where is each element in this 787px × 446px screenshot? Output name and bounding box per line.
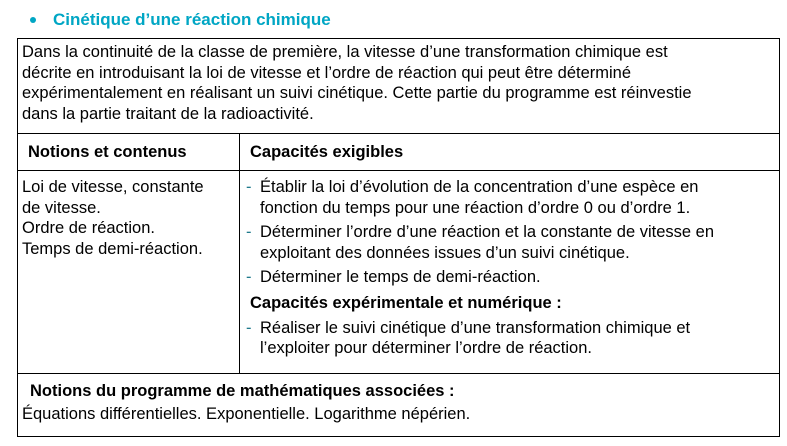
dash-bullet: - (246, 318, 252, 337)
math-title: Notions du programme de mathématiques associées : (30, 382, 455, 400)
table-row (18, 171, 780, 374)
capacite-line: Déterminer l’ordre d’une réaction et la constante de vitesse en (260, 223, 714, 241)
intro-line: Dans la continuité de la classe de première, la vitesse d’une transformation chimique est (22, 43, 668, 61)
notion-line: Ordre de réaction. (22, 219, 155, 237)
capacite-line: Établir la loi d’évolution de la concentration d’une espèce en (260, 178, 699, 196)
math-text: Équations différentielles. Exponentielle. Logarithme népérien. (22, 405, 471, 423)
notion-line: Temps de demi-réaction. (22, 239, 203, 258)
notion-line: de vitesse. (22, 198, 101, 217)
capacite-item (242, 222, 771, 263)
experimental-line: l’exploiter pour déterminer l’ordre de réaction. (260, 339, 592, 357)
experimental-item (242, 318, 771, 359)
header-notions: Notions et contenus (18, 134, 240, 171)
experimental-heading: Capacités expérimentale et numérique : (250, 293, 562, 312)
dash-bullet: - (246, 268, 252, 286)
capacite-item (242, 267, 771, 288)
intro-box (17, 38, 780, 133)
capacites-cell (240, 171, 780, 374)
notion-line: Loi de vitesse, constante (22, 178, 204, 196)
program-table (17, 133, 780, 374)
table-header-row (18, 134, 780, 171)
notions-cell (18, 171, 240, 374)
intro-line: expérimentalement en réalisant un suivi cinétique. Cette partie du programme est réinvestie (22, 84, 692, 102)
header-capacites: Capacités exigibles (240, 134, 780, 171)
section-heading (26, 8, 331, 32)
dash-bullet: - (246, 223, 252, 241)
section-heading-text: Cinétique d’une réaction chimique (53, 10, 331, 29)
capacite-line: Déterminer le temps de demi-réaction. (260, 268, 541, 286)
bullet-icon (30, 17, 36, 23)
math-box (17, 373, 780, 437)
intro-line: décrite en introduisant la loi de vitesse et l’ordre de réaction qui peut être déterminé (22, 63, 632, 82)
capacite-line: fonction du temps pour une réaction d’ordre 0 ou d’ordre 1. (260, 198, 691, 217)
capacite-line: exploitant des données issues d’un suivi cinétique. (260, 243, 630, 262)
capacite-item (242, 177, 771, 218)
intro-line: dans la partie traitant de la radioactivité. (22, 104, 314, 123)
experimental-line: Réaliser le suivi cinétique d’une transformation chimique et (260, 318, 691, 337)
dash-bullet: - (246, 178, 252, 196)
